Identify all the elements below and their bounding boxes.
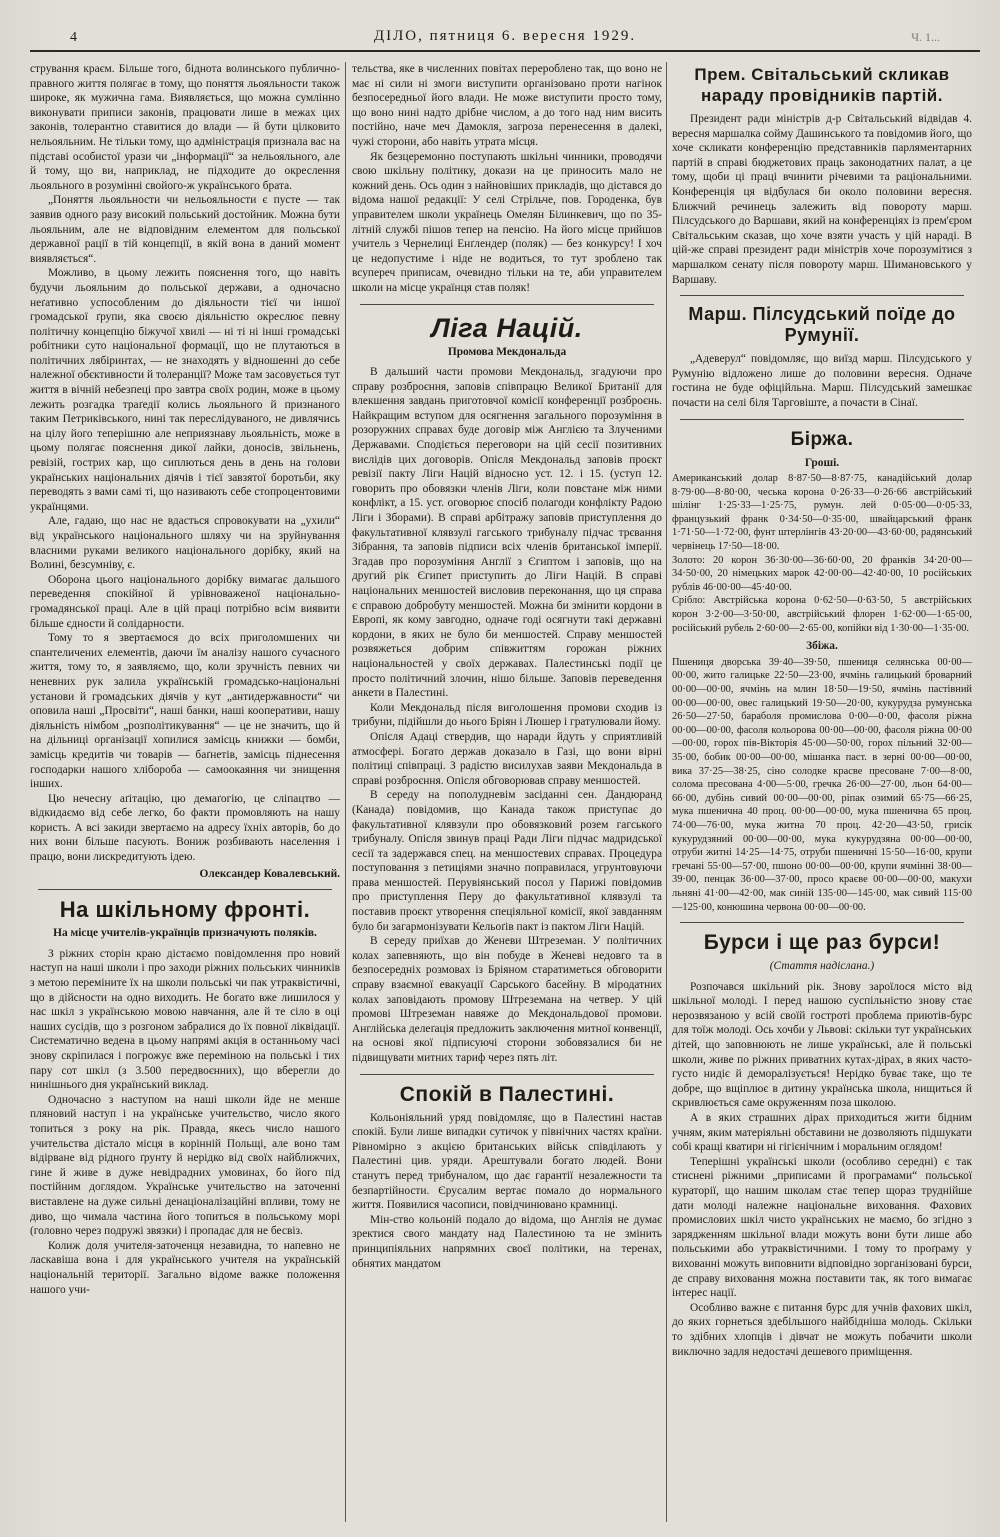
article-paragraph: Цю нечесну аґітацію, цю демаґогію, це сліпацтво — відкидаємо від себе легко, бо факти промовляють на нашу користь. А всі закиди звертаємо на адресу їхніх авторів, бо до них вони більше пасують. Вониж розбивають населення і працю, вони лискредитують ідею. [30, 792, 340, 864]
article-paragraph: В дальший части промови Мекдональд, згадуючи про справу розброєння, заповів співпрацю Великої Британії для влекшення завдань приготовчої комісії конференції розброєнь. Найкращим вступом для осягнення загального порозуміння в розоружних справах буде договір між Англією та Злученими Державами. Сподіється переговори на цій сесії позитивних вислідів цих договорів. Опісля Мекдональд заповів проєкт ревізії пакту Ліги Націй відносно уст. 12. і 15. (уступ 12. говорить про обовязки членів Ліги, коли повстане між ними конфлікт, а 15. уст. оговорює спосіб полагоди конфлікту Радою Ліги і Зборами). В справі арбітражу заповів приступлення до факультативної клявзулі гагського трибуналу підчас трєвання Зібрання, та заповів підписи всіх членів британської імперії. Згадав про порозуміння Англії з Єгиптом і заповів, що на другий рік Єгипет приступить до Ліги Націй. В справі національних меншостей висловив переконання, що ця справа є справою добробуту меншостей. Можна би змінити кордони в Европі, як кому завгодно, одначе годі осягнути такі державні кордони, в яких не було би меншостей. Справу меншостей розвяжеться добрим співжиттям горожан ріжних національностей у своїх державах. Палестинські події це просто політичний злочин, нішо більше. Заповів переведення анкети в Палестині. [352, 366, 662, 700]
headline-premier-svitalsky: Прем. Світальський скликав нараду провідників партій. [694, 65, 950, 105]
column-1 [30, 62, 340, 1530]
article-separator [680, 295, 964, 296]
article-paragraph: Але, гадаю, що нас не вдасться спровокувати на „ухили“ від українського національного шляху чи на зруйнування власними руками великого національного дорібку, який на Волині, безсумніву, є. [30, 515, 340, 572]
headline-palestine: Спокій в Палестині. [399, 1082, 615, 1106]
article-paragraph: Колиж доля учителя-заточенця незавидна, то напевно не ласкавіша вона і для українського учителя на українській національній території. Загально відоме важке положення нашого учи- [30, 1239, 340, 1296]
page-number: 4 [70, 30, 77, 45]
market-quotes-money: Американський долар 8·87·50—8·87·75, канадійський долар 8·79·00—8·80·00, чеська корона 0·26·33—0·26·66 австрійський шілінг 1·25·33—1·25·75, румун. лей 0·05·00—0·05·33, французький франк 0·34·50—0·35·00, швайцарський франк 1·71·50—1·72·00, фунт штерлінгів 43·20·00—43·60·00, радянський червінець 17·50—18·00. [672, 473, 972, 553]
subheadline-submitted-article: (Стаття надіслана.) [769, 960, 875, 973]
article-paragraph: Тому то я звертаємося до всіх приголомшених чи спантеличених елементів, даючи їм аналізу нашого сучасного життя, тому то, я заявляємо, що, коли зручність певних чи неневних рук залила українській громадсько-національні установи й громадських діячів у кут „антидержавности“ чи оповила наші „Просвіти“, наші банки, наші кооперативи, нашу діяльність німбом „розполітикування“ — це не значить, що й на дільниці організації хопилися замісць книжки — бомби, замісць кредитів чи товарів — баґнетів, замісць піднесення господарки нашого хлібороба — самоокаяння чи знищення інших. [30, 632, 340, 791]
article-paragraph: Можливо, в цьому лежить пояснення того, що навіть будучи льояльним до польської держави, а одночасно неґативно успособленим до діяльности тієї чи іншої громадської ґрупи, яка своєю діяльністю окреслює певну політичну концепцію біжучої хвилі — ні ті ні інші громадські робітники суто національної формації, що не плутаються в політичних лябіринтах, — не знаходять у відношенні до себе належної обєктивности й толеранції? Може там засовується тут життя в вічній небезпеці про завтра своїх родин, може в цьому лежить розгадка траґедії колись льояльного й признаного таким Петриківського, нині так переслідуваного, не дивлячись на цілу його теперішню але неприязнаву льояльність, може в цьому полягає пояснення дикої лайки, доносів, звільнень, ревізій, гострих кар, що сиплються день в день на голови українських національних діячів і тієї завзятої боротьби, яку переводять з вами самі ті, що називають себе стопроцентовими українцями. [30, 267, 340, 513]
article-paragraph: В середу приїхав до Женеви Штреземан. У політичних колах запевняють, що він побуде в Женеві недовго та в безпосередніх розмовах із Бріяном старатиметься обговорити справу взаємної евакуації Сарського басейну. В міродатних колах заповідають промову Штреземана на четвер. У цій промові Штреземан навяже до Мекдональдової промови. Англійська делеґація предложить заключення митної конвенції, на основі якої підписуючі сторони зобовязалися би не підвищувати митних тариф через пять літ. [352, 935, 662, 1064]
article-paragraph: Опісля Адаці ствердив, що наради йдуть у сприятливій атмосфері. Богато держав доказало в Газі, що вони вірні політиці співпраці. З радістю висилухав заяви Мекдональда в справі розброєння. Опісля обговорював справу меншостей. [352, 730, 662, 787]
article-separator [680, 419, 964, 420]
column-2 [352, 62, 662, 1530]
article-paragraph: Особливо важне є питання бурс для учнів фахових шкіл, до яких горнеться здебільшого найбідніша молодь. Скільки то здібних хлопців і дівчат не можуть побачити школи виключно задля недостачі дешевого приміщення. [672, 1301, 972, 1358]
market-quotes-silver: Срібло: Австрійська корона 0·62·50—0·63·50, 5 австрійських корон 3·2·00—3·50·00, австрійський флорен 1·62·00—1·65·00, російський рубель 2·60·00—2·65·00, копійки від 1·30·00—1·35·00. [672, 595, 972, 634]
article-paragraph: Мін-ство кольоній подало до відома, що Англія не думає зректися свого мандату над Палестиною та не змінить принципіяльних напрямних своєї політики, на теренах, обнятих мандатом [352, 1213, 662, 1270]
headline-school-front: На шкільному фронті. [59, 897, 311, 923]
subheadline-macdonald-speech: Промова Мекдональда [447, 345, 567, 358]
article-paragraph: Розпочався шкільний рік. Знову зароїлося місто від шкільної молоді. І перед нашою суспільністю знову стає нерозвязаною у всій своїй гостроті проблема приютів-бурс для тоїж молоді. Ось хочби у Львові: скільки тут українських дітей, що заповнюють не лише українські, але й польські школи, живе по ріжних приватних кутах-дірах, в яких часто-густо нидіє й деморалізується! Нерідко буває таке, що те добре, що вщіплює в дитину українська школа, нищиться й скривлюється саме окруженням поза школою. [672, 980, 972, 1110]
newspaper-title: ДІЛО, пятниця 6. вересня 1929. [373, 28, 637, 44]
headline-pilsudski-romania: Марш. Пілсудський поїде до Румунії. [688, 304, 956, 346]
section-money: Гроші. [804, 456, 840, 469]
article-paragraph: Теперішні українські школи (особливо середні) є так стиснені ріжними „приписами й програмами“ польської кураторії, що нашим школам стає тепер щораз труднійше дати молоді належне національне виховання. Фахових промислових шкіл чисто українських не маємо, бо згідно з зарядженням шкільної влади можуть вони бути лише або польськими або утраквістичними. І тому то проґраму у вихованні можуть виповнити відповідно зорганізовані бурси, де справу виховання можна поставити так, як того вимагає інтерес нації. [672, 1155, 972, 1300]
article-paragraph: Оборона цього національного дорібку вимагає дальшого переведення спокійної й урівноваженої національно-громадянської праці. Але в цій праці потрібно всім виявити більше єдности й солідарности. [30, 573, 340, 630]
article-paragraph: В середу на пополудневім засіданні сен. Дандюранд (Канада) повідомив, що Канада також приступає до факультативної клявзули про обовязковий розем гагського трибуналу. Опісля звинув праці Ради Ліги підчас мадридської сесії та задержався спец. на меншостевих справах. Процедура поступовання з петиціями значно поправилася, угрунтовуючи права меншостей. Перувіянський посол у Парижі повідомив про приступлення Перу до факультативної клявзулі та поставив проєкт утворення спеціяльної комісії, якої завданням було би загармонізувати Кельоґів пакт із пактом Ліги Націй. [352, 789, 662, 933]
masthead-right-mark: Ч. 1... [911, 30, 940, 44]
article-paragraph: тельства, яке в численних повітах перероблено так, що воно не має ні сили ні змоги виступити організовано проти нагінок безпосередньої його влади. Не може виступити просто тому, що воно нині надто дрібне числом, а до того над ним висить постійно, наче меч Дамокля, загроза перенесення в далекі, чужі сторони, або навіть утрата місця. [352, 63, 662, 148]
article-paragraph: Кольоніяльний уряд повідомляє, що в Палестині настав спокій. Були лише випадки сутичок у північних частях країни. Рівномірно з акцією британських військ співділають у Палестині цив. уряди. Арештували богато людей. Вони станутъ перед трибуналом, що дає гарантії незалежности та безпартійности. Єрусалим вертає помало до нормального життя. Появилися часописи, повідчинювано крамниці. [352, 1111, 662, 1212]
market-quotes-grain: Пшениця дворська 39·40—39·50, пшениця селянська 00·00—00·00, жито галицьке 22·50—23·00, ячмінь галицький броварний 00·00—00·00, ячмінь на млин 18·50—19·50, ячмінь пастівний 00·00—00·00, овес галицький 19·50—20·00, кукурудза румунська 26·50—27·50, бараболя промислова 0·00—0·00, фасоля ріжна 00·00—00·00, фасоля кольорова 00·00—00·00, фасоля ріжна 00·00—00·00, горох пів-Вікторія 45·00—50·00, горох пільний 32·00—35·00, бобик 00·00—00·00, мішанка паст. в зерні 00·00—00·00, вика 37·25—38·25, сіно солодке красве пресоване 7·00—8·00, солома пресована 4·00—5·00, гречка 26·00—27·00, льон 64·00—66·00, дубінь сивий 00·00—00·00, ріпак озимий 65·75—66·25, мука пшенична 40 проц. 00·00—00·00, мука пшенична 65 проц. 74·00—76·00, мука житна 70 проц. 42·20—43·50, грисік кукурудзяний 00·00—00·00, мука кукурудзяна 00·00—00·00, отруби житні 14·25—14·75, отруби пшеничні 15·50—16·00, крупи гречані 55·00—57·00, пшоно 00·00—00·00, крупи ячмінні 38·00—39·00, пенцак 36·00—37·00, просо краєве 00·00—00·00, макухи льняні 41·00—42·00, мак синій 135·00—145·00, мак сивий 115·00—125·00, конюшина червона 00·00—00·00. [672, 656, 972, 913]
headline-bursy: Бурси і ще раз бурси! [703, 931, 941, 955]
article-separator [360, 304, 654, 305]
section-grain: Збіжа. [806, 640, 838, 653]
author-signature: Олександер Ковалевський. [199, 867, 340, 880]
article-paragraph: Президент ради міністрів д-р Світальський відвідав 4. вересня маршалка сойму Дашинського та повідомив його, що хоче скликати конференцію представників парляментарних партій в справі бюджетових праць законодатних палат, а це тому, щоби ці праці вчинити річевими та раціональними. Конференція ця відбулася би около половини вересня. Ближчий речинець залежить від повороту марш. Пілсудського до Варшави, який на конференціях із прем'єром Світальським сказав, що хоче взяти участь у цій нараді. В цій-же справі президент ради міністрів хоче порозумітися з маршалком сенату після повороту марш. Шимановського у Варшаву. [672, 113, 972, 286]
article-paragraph: Коли Мекдональд після виголошення промови сходив із трибуни, підійшли до нього Бріян і Люшер і гратулювали йому. [352, 701, 662, 729]
article-separator [360, 1074, 654, 1075]
market-quotes-gold: Золото: 20 корон 36·30·00—36·60·00, 20 франків 34·20·00—34·50·00, 20 німецьких марок 42·00·00—42·40·00, 10 російських рублів 46·00·00—45·40·00. [672, 554, 972, 593]
article-paragraph: стрування краєм. Більше того, біднота волинського публично-правного життя полягає в тому, що поняття льояльности також широке, як мужична гама. Виявляється, що можна сумлінно виконувати приписи законів, працювати лише в межах цих законів, толерантно ставитися до влади — й бути цілковито нельояльним. Не тільки тому, що адміністрація признала вас на підставі особистої урази чи „інформації“ за нельояльного, але й тому, що ви, наприклад, не підходите до окреслення льояльного в розумінні свойого-ж українського брата. [30, 63, 340, 192]
masthead [30, 28, 980, 52]
article-paragraph: „Поняття льояльности чи нельояльности є пусте — так заявив одного разу високий польський достойник. Можна бути льояльним, але не відповідним елементом для польської державної рації в тій концепції, в якій вона в даний момент виявляється“. [30, 194, 340, 265]
column-divider-1 [345, 62, 346, 1522]
article-separator [680, 922, 964, 923]
subheadline-school-front: На місце учителів-українців призначують поляків. [53, 927, 317, 940]
article-paragraph: З ріжних сторін краю дістаємо повідомлення про новий наступ на наші школи і про заходи ріжних польських чинників з метою переміните їх на школи польські чи пак утраквістичні, що в дійсности на одно виходить. Не богато вже лишилося у нас шкіл з українською мовою навчання, але й те сіло в оці наших сусідів, що з розгоном забралися до їх повної ліквідації. Систематично ведена в цьому напрямі акція в останньому часі знову скріпилася і погрожує вже переміною на польські і тих пару сот шкіл (з 3.500 передвоєнних), що вберегли до нинішнього дня український виклад. [30, 947, 340, 1092]
column-3 [672, 62, 972, 1530]
headline-league-of-nations: Ліга Націй. [431, 312, 583, 343]
article-paragraph: „Адеверул“ повідомляє, що виїзд марш. Пілсудського у Румунію відложено лише до половини вересня. Одначе гостина не буде офіційльна. Марш. Пілсудський замешкає почасти на селі біля Тарговіште, а почасти в Сінаї. [672, 353, 972, 409]
column-divider-2 [666, 62, 667, 1522]
article-separator [38, 889, 332, 890]
article-paragraph: Як безцеремонно поступають шкільні чинники, проводячи свою шкільну політику, докази на це приносить мало не кожний день. Ось один з найновіших прикладів, що дістався до відома нашої редакції: У селі Стрільче, пов. Городенка, був управителем школи українець Омелян Білинкевич, що по 35-літній службі пішов тепер на пенсію. На його місце прийшов учитель з Чернелиці Енґлендер (поляк) — без конкурсу! І хоч це недопустиме і ніде не водиться, то тут зроблено так всупереч приписам, очевидно тільки на те, аби управителем школи на місце українця став поляк! [352, 150, 662, 294]
article-paragraph: А в яких страшних дірах приходиться жити бідним учням, яким матеріяльні обставини не дозволяють підшукати собі кращі кватири ні гігієнічним і моральним оглядом! [672, 1112, 972, 1154]
article-paragraph: Одночасно з наступом на наші школи йде не менше пляновий наступ і на українське учительство, число якого топиться з року на рік. Правда, якесь число нашого учительства дістало місця в корінній Польщі, але воно там відірване від рідного ґрунту й нерідко від своїх найближчих, гине й живе в дуже невідрадних умовинах, бо його під постійним доглядом. Українське учительство на заточенні виставлене на дуже сильні денаціоналізаційні впливи, тому не диво, що чимала частина його топиться в польському морі (головно через подружі звязки) і пропадає для не бесвіз. [30, 1093, 340, 1238]
headline-bourse: Біржа. [790, 428, 854, 450]
